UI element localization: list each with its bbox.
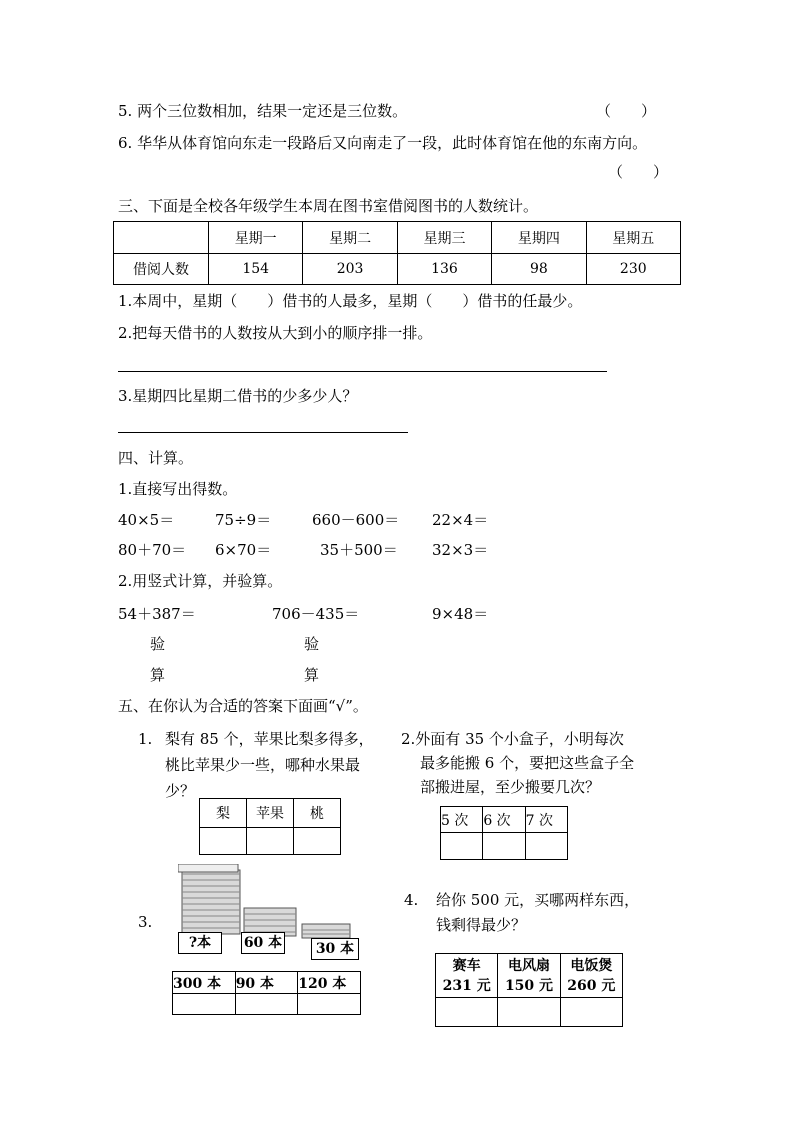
section-3-heading: 三、下面是全校各年级学生本周在图书室借阅图书的人数统计。 — [118, 197, 539, 215]
table-corner-cell — [114, 222, 209, 254]
answer-cell[interactable] — [200, 828, 247, 855]
borrow-count: 154 — [209, 254, 303, 285]
oral-calc: 40×5＝ — [118, 511, 175, 529]
option-label: 苹果 — [247, 799, 294, 828]
p1-text: 桃比苹果少一些，哪种水果最 — [165, 756, 361, 774]
answer-cell[interactable] — [441, 833, 483, 860]
borrow-count: 203 — [303, 254, 397, 285]
oral-calc: 75÷9＝ — [215, 511, 272, 529]
s3-question-3: 3.星期四比星期二借书的少多少人？ — [118, 387, 358, 405]
answer-cell[interactable] — [235, 994, 298, 1015]
option-label: 6 次 — [483, 807, 525, 833]
answer-cell[interactable] — [294, 828, 341, 855]
p3-number: 3. — [138, 913, 153, 931]
item-price: 231 元 — [442, 977, 491, 994]
stack-label-unknown: ?本 — [178, 932, 222, 954]
tf-question-5: 5. 两个三位数相加，结果一定还是三位数。 — [118, 102, 408, 120]
tf-answer-paren-5[interactable]: （ ） — [596, 102, 657, 120]
stack-label-60: 60 本 — [241, 932, 285, 954]
answer-cell[interactable] — [436, 998, 498, 1027]
trips-options-table — [440, 806, 568, 860]
p4-text: 给你 500 元，买哪两样东西， — [436, 891, 640, 909]
stack-label-30: 30 本 — [311, 938, 359, 960]
item-name: 赛车 — [452, 957, 481, 974]
p2-text: 最多能搬 6 个，要把这些盒子全 — [420, 754, 635, 772]
item-option — [498, 954, 560, 998]
s3-question-2: 2.把每天借书的人数按从大到小的顺序排一排。 — [118, 324, 433, 342]
item-option — [560, 954, 622, 998]
item-price: 260 元 — [567, 977, 616, 994]
fruit-options-table — [199, 798, 341, 855]
answer-cell[interactable] — [525, 833, 567, 860]
option-label: 5 次 — [441, 807, 483, 833]
p2-text: 部搬进屋，至少搬要几次？ — [420, 778, 601, 796]
borrow-stats-table — [113, 221, 681, 285]
check-label: 验 — [150, 635, 166, 653]
answer-cell[interactable] — [247, 828, 294, 855]
day-header: 星期四 — [492, 222, 586, 254]
p2-text: 2.外面有 35 个小盒子，小明每次 — [401, 730, 624, 748]
answer-cell[interactable] — [483, 833, 525, 860]
oral-calc: 35＋500＝ — [320, 541, 398, 559]
section-5-heading: 五、在你认为合适的答案下面画“√”。 — [118, 697, 368, 715]
option-label: 90 本 — [235, 972, 298, 994]
oral-calc: 660－600＝ — [312, 511, 400, 529]
tf-answer-paren-6[interactable]: （ ） — [608, 163, 669, 181]
borrow-count: 136 — [397, 254, 491, 285]
vertical-calc: 706－435＝ — [272, 605, 360, 623]
day-header: 星期一 — [209, 222, 303, 254]
p1-text: 梨有 85 个，苹果比梨多得多， — [165, 730, 374, 748]
day-header: 星期五 — [586, 222, 680, 254]
p1-number: 1. — [138, 730, 153, 748]
item-option — [436, 954, 498, 998]
oral-calc: 32×3＝ — [432, 541, 489, 559]
oral-calc: 22×4＝ — [432, 511, 489, 529]
check-label: 算 — [304, 666, 320, 684]
book-options-table — [172, 971, 361, 1015]
p4-number: 4. — [404, 891, 419, 909]
s4-sub-1: 1.直接写出得数。 — [118, 480, 238, 498]
row-label: 借阅人数 — [114, 254, 209, 285]
item-name: 电风扇 — [507, 957, 550, 974]
answer-cell[interactable] — [173, 994, 236, 1015]
purchase-options-table — [435, 953, 623, 1027]
option-label: 120 本 — [298, 972, 361, 994]
day-header: 星期二 — [303, 222, 397, 254]
option-label: 梨 — [200, 799, 247, 828]
answer-line[interactable] — [118, 371, 607, 372]
option-label: 300 本 — [173, 972, 236, 994]
borrow-count: 230 — [586, 254, 680, 285]
item-price: 150 元 — [504, 977, 554, 994]
check-label: 算 — [150, 666, 166, 684]
day-header: 星期三 — [397, 222, 491, 254]
tall-book-stack — [178, 864, 240, 934]
check-label: 验 — [304, 635, 320, 653]
borrow-count: 98 — [492, 254, 586, 285]
tf-question-6: 6. 华华从体育馆向东走一段路后又向南走了一段，此时体育馆在他的东南方向。 — [118, 134, 648, 152]
item-name: 电饭煲 — [570, 957, 613, 974]
vertical-calc: 54＋387＝ — [118, 605, 196, 623]
section-4-heading: 四、计算。 — [118, 449, 194, 467]
answer-cell[interactable] — [560, 998, 622, 1027]
answer-line[interactable] — [118, 432, 408, 433]
option-label: 桃 — [294, 799, 341, 828]
s3-question-1: 1.本周中，星期（ ）借书的人最多，星期（ ）借书的任最少。 — [118, 292, 583, 310]
option-label: 7 次 — [525, 807, 567, 833]
oral-calc: 80＋70＝ — [118, 541, 187, 559]
p4-text: 钱剩得最少？ — [436, 916, 527, 934]
answer-cell[interactable] — [298, 994, 361, 1015]
p1-text: 少？ — [165, 782, 196, 800]
short-book-stack — [302, 924, 350, 938]
answer-cell[interactable] — [498, 998, 560, 1027]
oral-calc: 6×70＝ — [215, 541, 272, 559]
vertical-calc: 9×48＝ — [432, 605, 489, 623]
s4-sub-2: 2.用竖式计算，并验算。 — [118, 572, 283, 590]
